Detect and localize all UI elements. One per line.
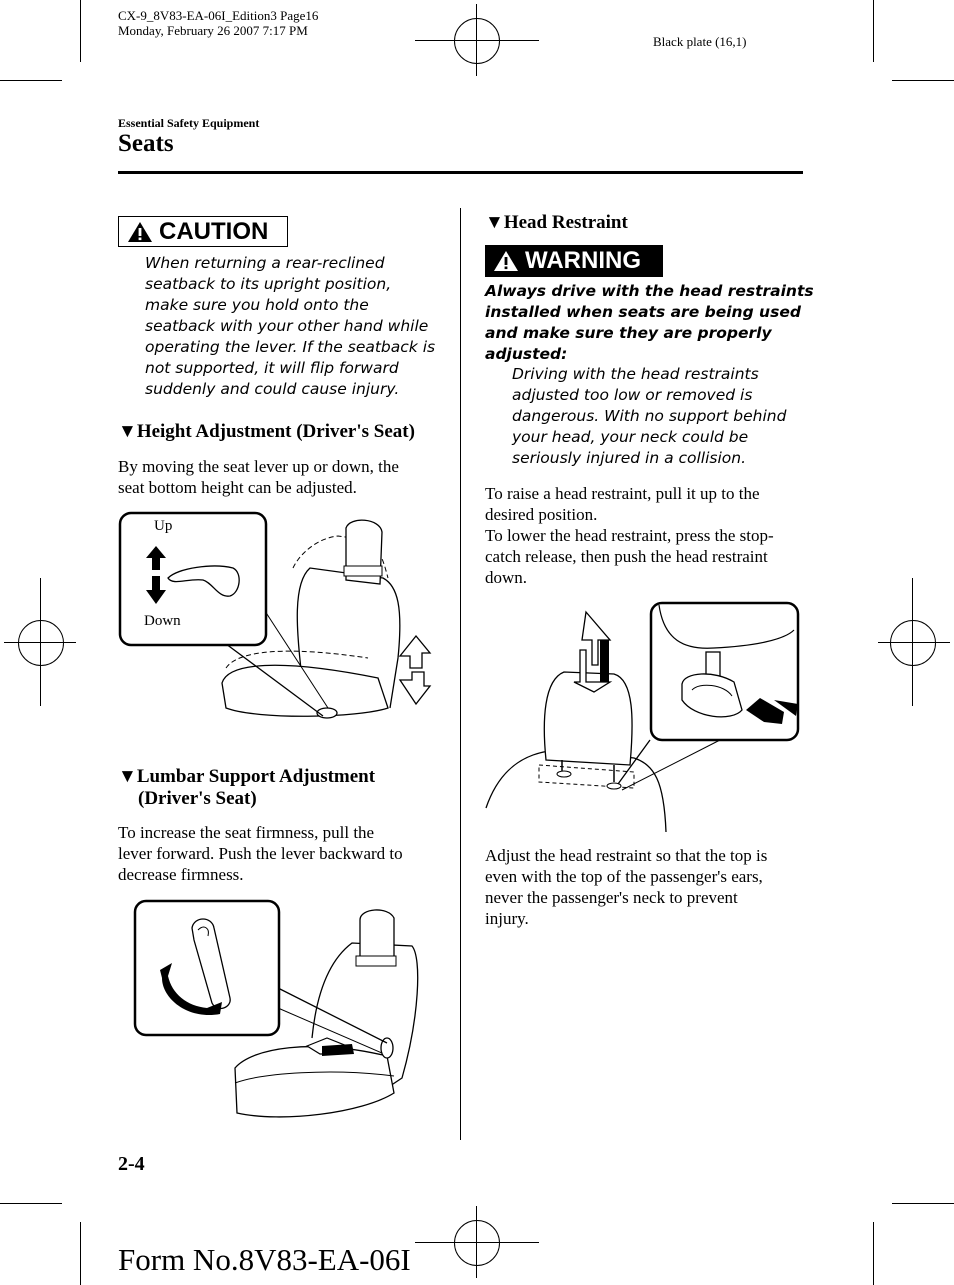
crop-mark [892,80,954,81]
section-label: Essential Safety Equipment [118,116,260,130]
crop-mark [476,4,477,76]
warning-line: seriously injured in a collision. [512,449,747,467]
para-line: To raise a head restraint, pull it up to the [485,484,760,503]
crop-mark [80,0,81,62]
plate-label: Black plate (16,1) [653,34,747,49]
warning-text [512,364,786,469]
registration-mark-icon [454,1220,500,1266]
caution-line: seatback with your other hand while [145,317,429,335]
warning-line: Driving with the head restraints [512,365,759,383]
caution-line: seatback to its upright position, [145,275,392,293]
caution-badge [118,216,288,247]
head-restraint-illustration [484,600,802,834]
crop-mark [415,1242,539,1243]
crop-mark [912,578,913,706]
warning-triangle-icon [127,221,153,243]
triangle-marker-icon: ▼ [485,212,504,233]
triangle-marker-icon: ▼ [118,421,137,442]
crop-mark [40,578,41,706]
warning-triangle-icon [493,250,519,272]
crop-mark [873,1222,874,1285]
crop-mark [0,1203,62,1204]
lumbar-heading-text: (Driver's Seat) [138,788,257,809]
head-restraint-heading [485,212,628,234]
fig-up-label: Up [154,518,173,534]
warning-bold-line: and make sure they are properly [485,324,772,342]
warning-bold-text [485,281,814,365]
print-date-line: Monday, February 26 2007 7:17 PM [118,23,308,38]
warning-line: your head, your neck could be [512,428,749,446]
lumbar-heading-text: Lumbar Support Adjustment [136,766,376,787]
crop-mark [892,1203,954,1204]
crop-mark [476,1206,477,1278]
caution-line: not supported, it will flip forward [145,359,399,377]
height-heading-text: Height Adjustment (Driver's Seat) [136,421,415,442]
caution-line: make sure you hold onto the [145,296,369,314]
height-heading [118,421,415,443]
registration-mark-icon [18,620,64,666]
triangle-marker-icon: ▼ [118,766,137,787]
warning-line: dangerous. With no support behind [512,407,787,425]
lumbar-support-illustration [132,898,422,1132]
registration-mark-icon [890,620,936,666]
lumbar-line: lever forward. Push the lever backward to [118,844,403,863]
caution-line: operating the lever. If the seatback is [145,338,436,356]
warning-bold-line: Always drive with the head restraints [485,282,814,300]
crop-mark [415,40,539,41]
caution-text [145,253,435,400]
warning-badge [485,245,663,277]
height-line: seat bottom height can be adjusted. [118,478,357,497]
print-header [118,8,318,38]
title-rule [118,171,803,174]
warning-line: adjusted too low or removed is [512,386,753,404]
caution-line: When returning a rear-reclined [145,254,385,272]
caution-line: suddenly and could cause injury. [145,380,400,398]
crop-mark [80,1222,81,1285]
registration-mark-icon [454,18,500,64]
form-number: Form No.8V83-EA-06I [118,1242,411,1277]
para-line: even with the top of the passenger's ears, [485,867,763,886]
page-title: Seats [118,130,174,157]
column-divider [460,208,461,1140]
lumbar-line: decrease firmness. [118,865,244,884]
lumbar-heading [118,766,375,810]
fig-down-label: Down [144,613,181,629]
para-line: Adjust the head restraint so that the top is [485,846,768,865]
crop-mark [0,80,62,81]
lumbar-body [118,822,403,885]
print-file-line: CX-9_8V83-EA-06I_Edition3 Page16 [118,8,319,23]
para-line: never the passenger's neck to prevent [485,888,738,907]
warning-bold-line: installed when seats are being used [485,303,801,321]
head-restraint-para2 [485,845,767,929]
head-restraint-heading-text: Head Restraint [503,212,628,233]
para-line: catch release, then push the head restraint [485,547,768,566]
para-line: injury. [485,909,529,928]
crop-mark [878,642,950,643]
warning-label: WARNING [525,247,641,274]
warning-bold-line: adjusted: [485,345,568,363]
para-line: desired position. [485,505,598,524]
para-line: To lower the head restraint, press the stop- [485,526,774,545]
crop-mark [873,0,874,62]
caution-label: CAUTION [159,217,269,245]
height-line: By moving the seat lever up or down, the [118,457,399,476]
page-number: 2-4 [118,1153,145,1175]
lumbar-line: To increase the seat firmness, pull the [118,823,375,842]
height-body [118,456,399,498]
head-restraint-para1 [485,483,774,588]
para-line: down. [485,568,528,587]
